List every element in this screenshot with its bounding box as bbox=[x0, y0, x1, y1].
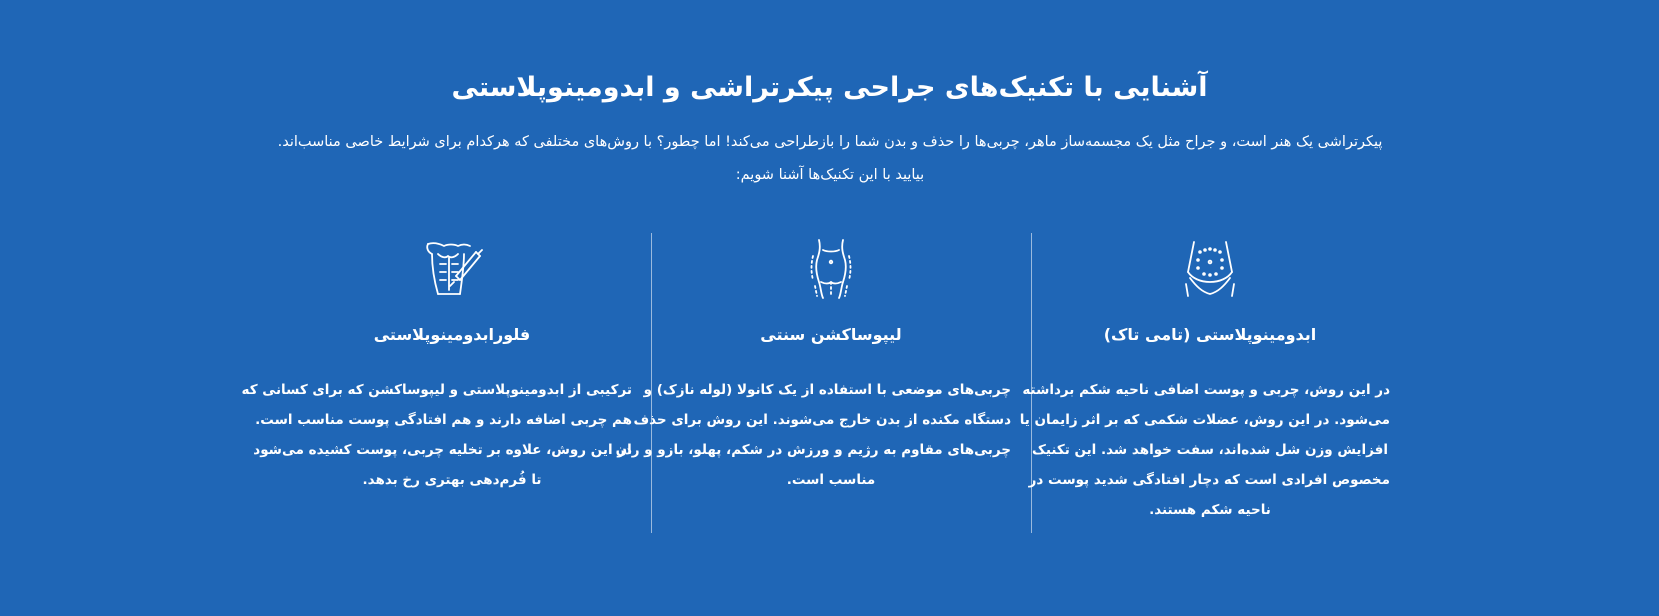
technique-title: ابدومینوپلاستی (تامی تاک) bbox=[1103, 325, 1317, 344]
description-line: تا فُرم‌دهی بهتری رخ بدهد. bbox=[362, 472, 542, 488]
technique-description bbox=[1019, 375, 1390, 525]
abdomen-dots-icon bbox=[1178, 238, 1242, 300]
technique-card-abdominoplasty bbox=[1020, 234, 1400, 534]
section-intro bbox=[250, 126, 1410, 192]
description-line: می‌شود. در این روش، عضلات شکمی که بر اثر زایمان یا bbox=[1019, 412, 1390, 428]
technique-title: لیپوساکشن سنتی bbox=[760, 325, 902, 344]
description-line: هم چربی اضافه دارند و هم افتادگی پوست مناسب است. bbox=[255, 412, 632, 428]
torso-syringe-icon bbox=[420, 238, 484, 300]
technique-card-fleur-abdominoplasty bbox=[241, 234, 642, 534]
intro-line: پیکرتراشی یک هنر است، و جراح مثل یک مجسمه‌ساز ماهر، چربی‌ها را حذف و بدن شما را بازطراحی می‌کند! اما چطور؟ با روش‌های مختلفی که هرکدام برای شرایط خاصی مناسب‌اند. bbox=[277, 134, 1383, 150]
description-line: ترکیبی از ابدومینوپلاستی و لیپوساکشن که برای کسانی که bbox=[241, 382, 632, 398]
technique-description bbox=[241, 375, 632, 495]
description-line: چربی‌های موضعی با استفاده از یک کانولا (لوله نازک) و bbox=[643, 382, 1011, 398]
description-line: افزایش وزن شل شده‌اند، سفت خواهد شد. این تکنیک bbox=[1032, 442, 1388, 458]
description-line: چربی‌های مقاوم به رژیم و ورزش در شکم، پهلو، بازو و ران bbox=[615, 442, 1011, 458]
section-title: آشنایی با تکنیک‌های جراحی پیکرتراشی و ابدومینوپلاستی bbox=[451, 72, 1208, 103]
technique-title: فلورابدومینوپلاستی bbox=[373, 325, 531, 344]
description-line: مناسب است. bbox=[786, 472, 876, 488]
description-line: در این روش، علاوه بر تخلیه چربی، پوست کشیده می‌شود bbox=[253, 442, 632, 458]
description-line: ناحیه شکم هستند. bbox=[1149, 502, 1271, 518]
description-line: در این روش، چربی و پوست اضافی ناحیه شکم برداشته bbox=[1022, 382, 1390, 398]
intro-line: بیایید با این تکنیک‌ها آشنا شویم: bbox=[735, 167, 925, 183]
description-line: مخصوص افرادی است که دچار افتادگی شدید پوست در bbox=[1028, 472, 1390, 488]
technique-description bbox=[615, 375, 1011, 495]
description-line: دستگاه مکنده از بدن خارج می‌شوند. این روش برای حذف bbox=[633, 412, 1011, 428]
body-contour-icon bbox=[799, 238, 863, 300]
technique-card-liposuction bbox=[615, 234, 1021, 534]
